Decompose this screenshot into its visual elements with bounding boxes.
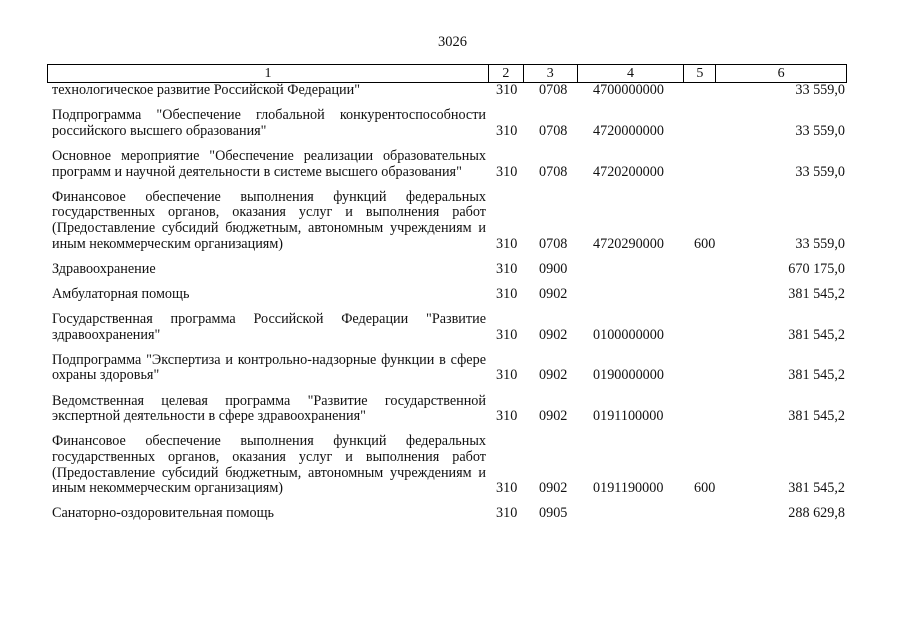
- row-description: Основное мероприятие "Обеспечение реализации образовательных программ и научной деятельности в системе высшего образования": [52, 147, 486, 180]
- row-description: Финансовое обеспечение выполнения функций федеральных государственных органов, оказания услуг и выполнения работ (Предоставление субсидий бюджетным, автономным учреждениям и иным некоммерческим организациям): [52, 188, 486, 252]
- row-code-2: 310: [496, 326, 518, 343]
- row-code-4: 4720000000: [593, 122, 664, 139]
- row-amount: 288 629,8: [788, 505, 845, 522]
- table-row: [47, 149, 847, 180]
- row-code-3: 0902: [539, 326, 568, 343]
- row-code-2: 310: [496, 285, 518, 302]
- row-description: Финансовое обеспечение выполнения функций федеральных государственных органов, оказания услуг и выполнения работ (Предоставление субсидий бюджетным, автономным учреждениям и иным некоммерческим организациям): [52, 433, 486, 497]
- row-code-4: 4720200000: [593, 163, 664, 180]
- row-code-2: 310: [496, 260, 518, 277]
- row-amount: 33 559,0: [795, 163, 845, 180]
- header-col-5: 5: [684, 65, 716, 82]
- row-amount: 381 545,2: [788, 326, 845, 343]
- row-code-4: 0100000000: [593, 326, 664, 343]
- header-col-3: 3: [524, 65, 578, 82]
- table-row: [47, 262, 847, 278]
- row-description: Подпрограмма "Экспертиза и контрольно-надзорные функции в сфере охраны здоровья": [52, 351, 486, 384]
- table-row: [47, 287, 847, 303]
- table-row: [47, 394, 847, 425]
- row-amount: 381 545,2: [788, 285, 845, 302]
- row-amount: 381 545,2: [788, 408, 845, 425]
- row-code-3: 0902: [539, 367, 568, 384]
- row-amount: 33 559,0: [795, 235, 845, 252]
- table-body: [47, 83, 847, 522]
- row-code-3: 0905: [539, 505, 568, 522]
- row-amount: 381 545,2: [788, 480, 845, 497]
- page-number: 3026: [438, 34, 467, 50]
- header-col-1: 1: [48, 65, 489, 82]
- row-code-4: 0191100000: [593, 408, 664, 425]
- row-code-3: 0902: [539, 408, 568, 425]
- row-amount: 33 559,0: [795, 82, 845, 98]
- row-description: Санаторно-оздоровительная помощь: [52, 505, 275, 522]
- header-col-6: 6: [777, 66, 785, 81]
- row-code-3: 0708: [539, 235, 568, 252]
- row-code-4: 4700000000: [593, 82, 664, 98]
- row-code-2: 310: [496, 82, 518, 98]
- table-row: [47, 506, 847, 522]
- header-col-2: 2: [489, 65, 524, 82]
- row-code-2: 310: [496, 480, 518, 497]
- row-description: технологическое развитие Российской Федерации": [52, 82, 361, 98]
- row-code-4: 4720290000: [593, 235, 664, 252]
- row-description: Ведомственная целевая программа "Развитие государственной экспертной деятельности в сфере здравоохранения": [52, 392, 486, 425]
- table-header: [47, 64, 847, 83]
- row-code-4: 0190000000: [593, 367, 664, 384]
- row-amount: 33 559,0: [795, 122, 845, 139]
- row-code-2: 310: [496, 163, 518, 180]
- row-code-3: 0902: [539, 285, 568, 302]
- table-row: [47, 434, 847, 496]
- table-row: [47, 353, 847, 384]
- header-col-4: 4: [578, 65, 685, 82]
- row-code-2: 310: [496, 235, 518, 252]
- row-code-3: 0708: [539, 82, 568, 98]
- row-amount: 670 175,0: [788, 260, 845, 277]
- row-code-3: 0708: [539, 163, 568, 180]
- table-row: [47, 108, 847, 139]
- row-code-4: 0191190000: [593, 480, 664, 497]
- row-description: Подпрограмма "Обеспечение глобальной конкурентоспособности российского высшего образования": [52, 107, 486, 139]
- row-code-2: 310: [496, 367, 518, 384]
- row-description: Амбулаторная помощь: [52, 285, 190, 302]
- row-code-5: 600: [694, 480, 716, 497]
- row-code-2: 310: [496, 505, 518, 522]
- row-code-2: 310: [496, 122, 518, 139]
- row-description: Здравоохранение: [52, 260, 156, 277]
- row-amount: 381 545,2: [788, 367, 845, 384]
- table-row: [47, 190, 847, 252]
- row-description: Государственная программа Российской Федерации "Развитие здравоохранения": [52, 311, 486, 343]
- row-code-2: 310: [496, 408, 518, 425]
- table-row: [47, 83, 847, 99]
- row-code-3: 0902: [539, 480, 568, 497]
- table-row: [47, 312, 847, 343]
- row-code-5: 600: [694, 235, 716, 252]
- row-code-3: 0900: [539, 260, 568, 277]
- row-code-3: 0708: [539, 122, 568, 139]
